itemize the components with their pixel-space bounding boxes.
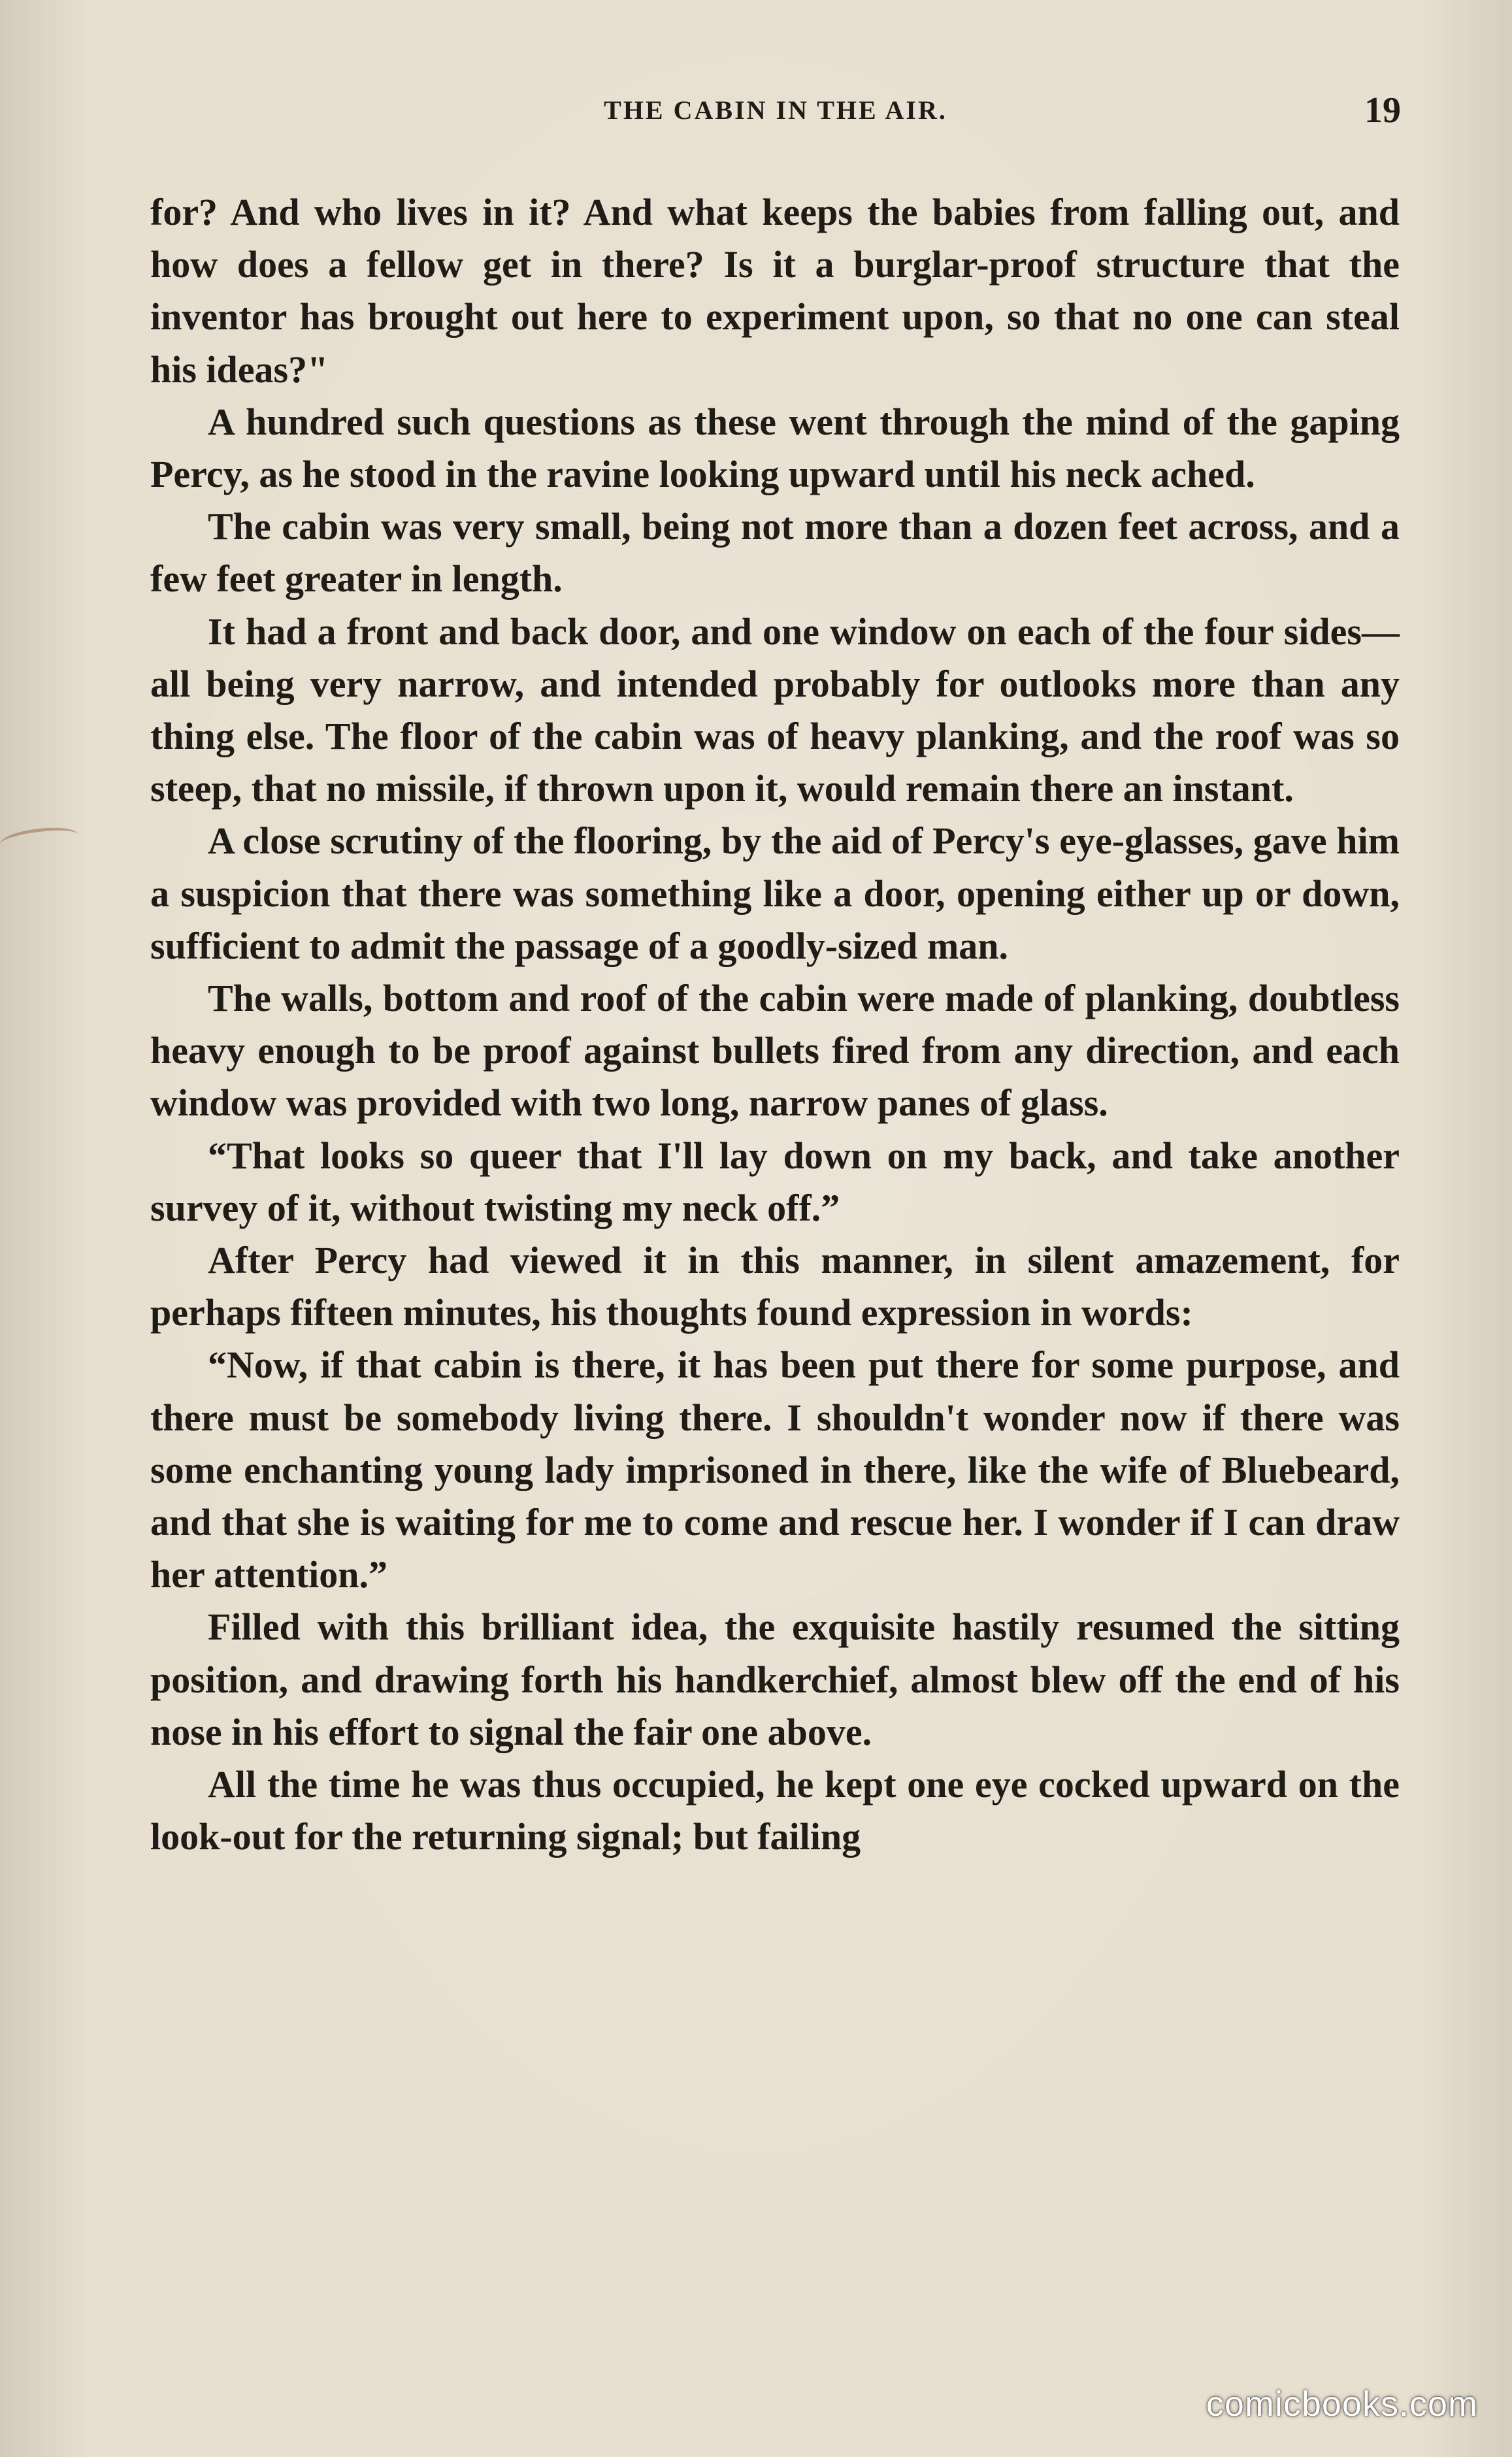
watermark: comicbooks.com	[1206, 2384, 1478, 2424]
page-header	[150, 90, 1401, 140]
paragraph: After Percy had viewed it in this manner, in silent amazement, for perhaps fifteen minutes, his thoughts found expression in words:	[150, 1239, 1400, 1334]
paragraph: “That looks so queer that I'll lay down on my back, and take another survey of it, without twisting my neck off.”	[150, 1134, 1400, 1229]
paragraph: A close scrutiny of the flooring, by the aid of Percy's eye-glasses, gave him a suspicion that there was something like a door, opening either up or down, sufficient to admit the passage of a goodly-sized man.	[150, 819, 1400, 967]
page-stain	[0, 823, 80, 855]
paragraph: All the time he was thus occupied, he kept one eye cocked upward on the look-out for the returning signal; but failing	[150, 1763, 1400, 1858]
paragraph: A hundred such questions as these went through the mind of the gaping Percy, as he stood in the ravine looking upward until his neck ached.	[150, 400, 1400, 496]
page-number: 19	[1364, 90, 1401, 131]
paragraph: The walls, bottom and roof of the cabin were made of planking, doubtless heavy enough to be proof against bullets fired from any direction, and each window was provided with two long, narrow panes of glass.	[150, 977, 1400, 1125]
paragraph: Filled with this brilliant idea, the exquisite hastily resumed the sitting position, and drawing forth his handkerchief, almost blew off the end of his nose in his effort to signal the fair one above.	[150, 1606, 1400, 1753]
paragraph: The cabin was very small, being not more than a dozen feet across, and a few feet greater in length.	[150, 505, 1400, 601]
paragraph: “Now, if that cabin is there, it has been put there for some purpose, and there must be somebody living there. I shouldn't wonder now if there was some enchanting young lady imprisoned in there, like the wife of Bluebeard, and that she is waiting for me to come and rescue her. I wonder if I can draw her attention.”	[150, 1344, 1400, 1596]
paragraph: for? And who lives in it? And what keeps the babies from falling out, and how does a fellow get in there? Is it a burglar-proof structure that the inventor has brought out here to experiment upon, so that no one can steal his ideas?"	[150, 191, 1400, 391]
paragraph: It had a front and back door, and one window on each of the four sides—all being very narrow, and intended probably for outlooks more than any thing else. The floor of the cabin was of heavy planking, and the roof was so steep, that no missile, if thrown upon it, would remain there an instant.	[150, 610, 1400, 810]
running-title: THE CABIN IN THE AIR.	[604, 95, 947, 125]
page-body	[150, 186, 1400, 1864]
show-through-text	[523, 36, 980, 58]
